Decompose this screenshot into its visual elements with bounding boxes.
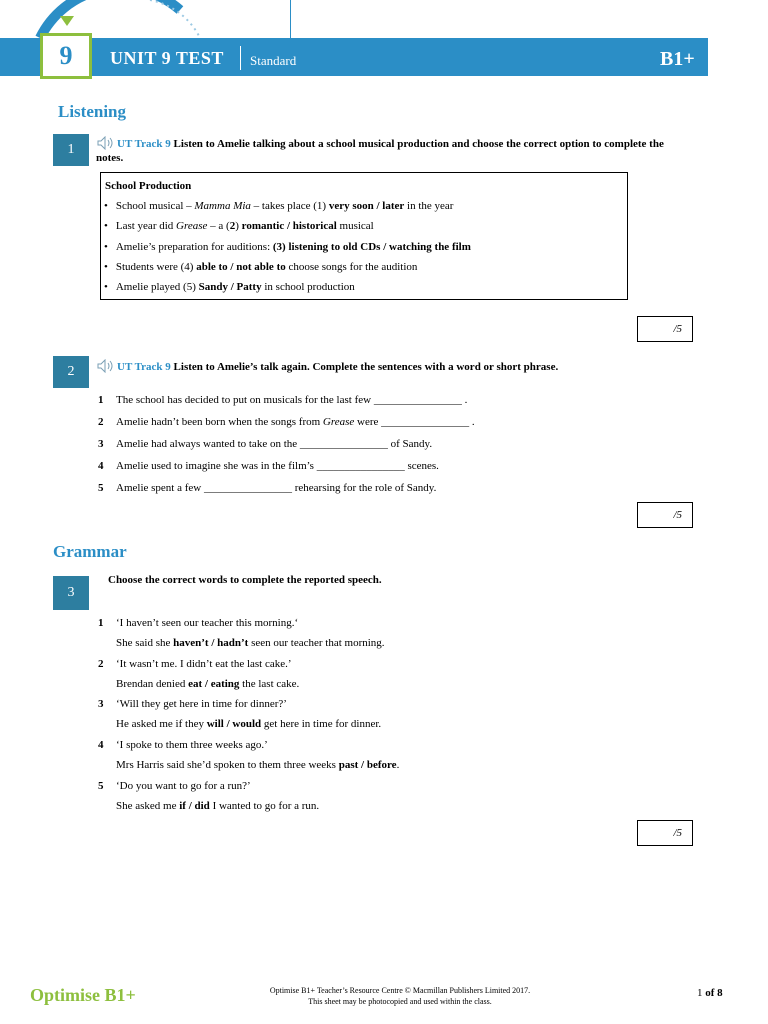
note-item: • School musical – Mamma Mia – takes place (1) very soon / later in the year xyxy=(104,200,454,212)
page-current: 1 xyxy=(697,987,703,999)
note-item: • Last year did Grease – a (2) romantic / historical musical xyxy=(104,220,374,233)
question-1-number: 1 xyxy=(53,134,89,166)
copyright-line-1: Optimise B1+ Teacher’s Resource Centre © Macmillan Publishers Limited 2017. xyxy=(269,986,531,995)
score-box-2: /5 xyxy=(637,502,693,528)
score-box-3: /5 xyxy=(637,820,693,846)
report-text: Brendan denied eat / eating the last cake. xyxy=(116,677,300,690)
note-item: • Amelie played (5) Sandy / Patty in school production xyxy=(104,281,355,294)
page-number xyxy=(697,987,723,999)
listening-heading: Listening xyxy=(58,102,127,121)
title-separator xyxy=(240,46,241,70)
header-divider-line xyxy=(290,0,291,38)
track-label: UT Track 9 xyxy=(117,361,171,373)
quote-text: ‘Do you want to go for a run?’ xyxy=(116,779,251,792)
footer-copyright xyxy=(230,985,570,1007)
question-2-number: 2 xyxy=(53,356,89,388)
note-item: • Amelie’s preparation for auditions: (3) listening to old CDs / watching the film xyxy=(104,240,471,253)
question-1-instruction xyxy=(96,136,676,165)
unit-number-badge: 9 xyxy=(40,33,92,79)
speaker-icon xyxy=(96,359,114,373)
track-label: UT Track 9 xyxy=(117,138,171,150)
unit-subtitle: Standard xyxy=(250,53,297,68)
report-text: Mrs Harris said she’d spoken to them three weeks past / before. xyxy=(116,759,400,772)
triangle-marker-icon xyxy=(60,16,74,26)
speaker-icon xyxy=(96,136,114,150)
unit-header-bar xyxy=(0,38,708,76)
footer-brand: Optimise B1+ xyxy=(30,985,136,1005)
note-item: • Students were (4) able to / not able to choose songs for the audition xyxy=(104,260,418,273)
instruction-text: Listen to Amelie’s talk again. Complete the sentences with a word or short phrase. xyxy=(173,361,559,373)
question-2-instruction xyxy=(96,359,696,374)
unit-title: UNIT 9 TEST xyxy=(110,48,224,68)
question-3-instruction: Choose the correct words to complete the reported speech. xyxy=(108,574,382,586)
quote-text: ‘I spoke to them three weeks ago.’ xyxy=(116,739,268,752)
level-label: B1+ xyxy=(660,48,695,70)
page-total: of 8 xyxy=(705,987,723,999)
grammar-heading: Grammar xyxy=(53,542,127,561)
report-text: She said she haven’t / hadn’t seen our teacher that morning. xyxy=(116,637,385,649)
report-text: He asked me if they will / would get here in time for dinner. xyxy=(116,718,382,731)
quote-text: ‘It wasn’t me. I didn’t eat the last cake.’ xyxy=(116,657,292,670)
question-3-number: 3 xyxy=(53,576,89,610)
score-box-1: /5 xyxy=(637,316,693,342)
quote-text: ‘Will they get here in time for dinner?’ xyxy=(116,698,287,711)
instruction-text: Listen to Amelie talking about a school musical production and choose the correct option to complete the notes. xyxy=(96,138,664,164)
copyright-line-2: This sheet may be photocopied and used within the class. xyxy=(308,997,492,1006)
report-text: She asked me if / did I wanted to go for a run. xyxy=(116,799,320,812)
notes-title: School Production xyxy=(105,180,192,192)
quote-text: ‘I haven’t seen our teacher this morning.‘ xyxy=(116,617,299,629)
